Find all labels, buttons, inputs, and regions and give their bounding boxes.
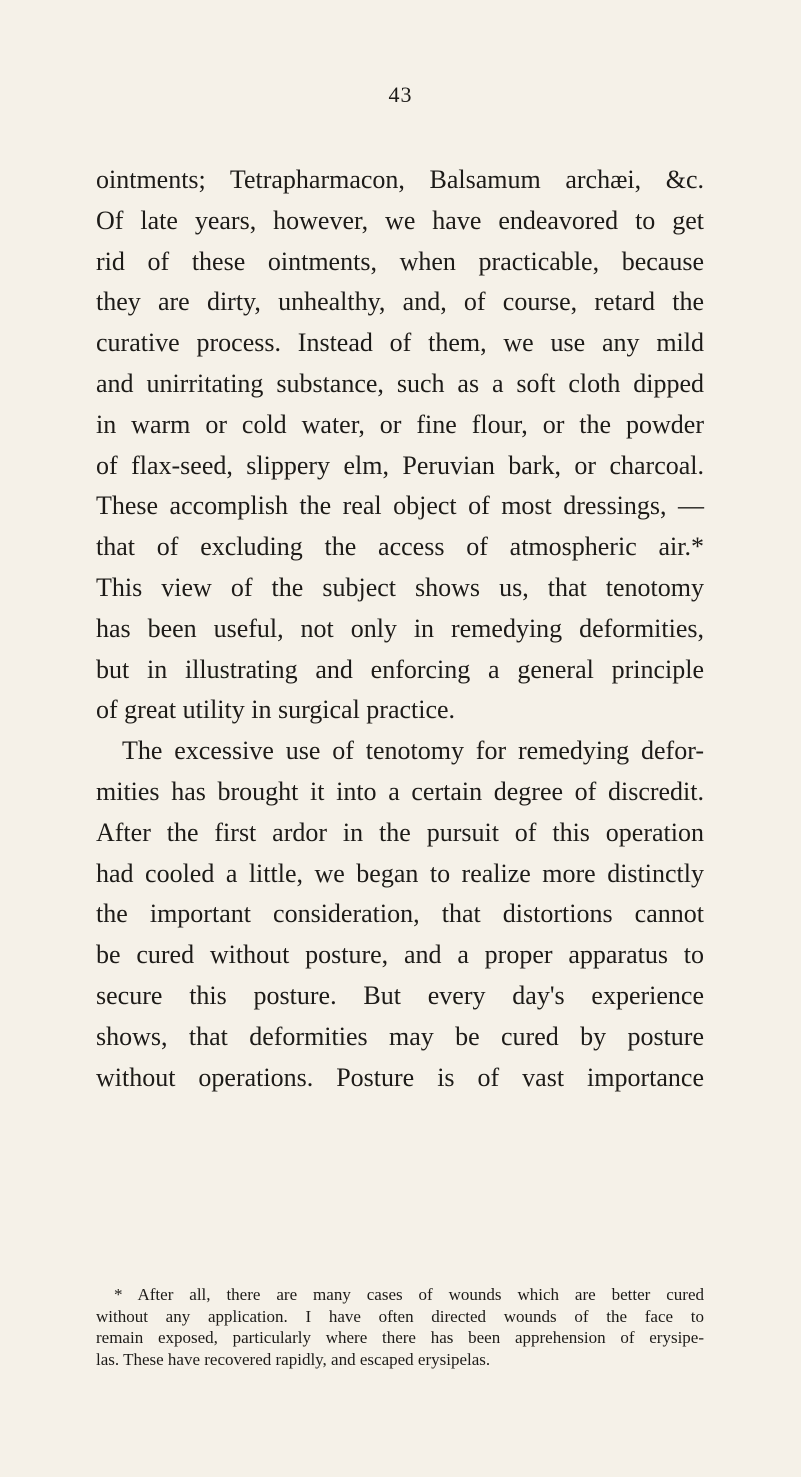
footnote	[96, 1284, 704, 1370]
text-line: The excessive use of tenotomy for remedying defor-	[122, 736, 704, 766]
footnote-line: las. These have recovered rapidly, and escaped erysipelas.	[96, 1349, 491, 1369]
text-line: After the first ardor in the pursuit of this operation	[96, 817, 704, 847]
text-line: This view of the subject shows us, that tenotomy	[96, 572, 704, 602]
text-line: but in illustrating and enforcing a general principle	[96, 654, 704, 684]
text-line: the important consideration, that distortions cannot	[96, 899, 704, 929]
paragraph-1	[96, 160, 704, 731]
text-line: ointments; Tetrapharmacon, Balsamum archæi, &c.	[96, 165, 704, 194]
text-line: These accomplish the real object of most dressings, —	[96, 491, 704, 521]
text-line: that of excluding the access of atmospheric air.*	[96, 532, 704, 562]
footnote-line: remain exposed, particularly where there has been apprehension of erysipe-	[96, 1328, 704, 1347]
text-line: and unirritating substance, such as a soft cloth dipped	[96, 368, 704, 398]
text-line: Of late years, however, we have endeavored to get	[96, 205, 704, 235]
footnote-line: without any application. I have often directed wounds of the face to	[96, 1306, 704, 1326]
text-line: of flax-seed, slippery elm, Peruvian bark, or charcoal.	[96, 450, 704, 480]
text-line: secure this posture. But every day's experience	[96, 980, 704, 1010]
text-line: mities has brought it into a certain degree of discredit.	[96, 776, 704, 806]
text-line: curative process. Instead of them, we use any mild	[96, 328, 704, 358]
footnote-line: * After all, there are many cases of wounds which are better cured	[114, 1285, 704, 1304]
text-line: without operations. Posture is of vast importance	[96, 1062, 704, 1092]
paragraph-2	[96, 731, 704, 1098]
body-text	[96, 160, 704, 1098]
text-line: they are dirty, unhealthy, and, of course, retard the	[96, 287, 704, 317]
text-line: has been useful, not only in remedying deformities,	[96, 613, 704, 643]
text-line: in warm or cold water, or fine flour, or the powder	[96, 409, 704, 439]
text-line: rid of these ointments, when practicable, because	[96, 246, 704, 276]
text-line: be cured without posture, and a proper apparatus to	[96, 940, 704, 970]
text-line: of great utility in surgical practice.	[96, 695, 456, 725]
text-line: shows, that deformities may be cured by posture	[96, 1021, 704, 1051]
text-line: had cooled a little, we began to realize more distinctly	[96, 858, 704, 888]
page-number: 43	[388, 82, 413, 107]
